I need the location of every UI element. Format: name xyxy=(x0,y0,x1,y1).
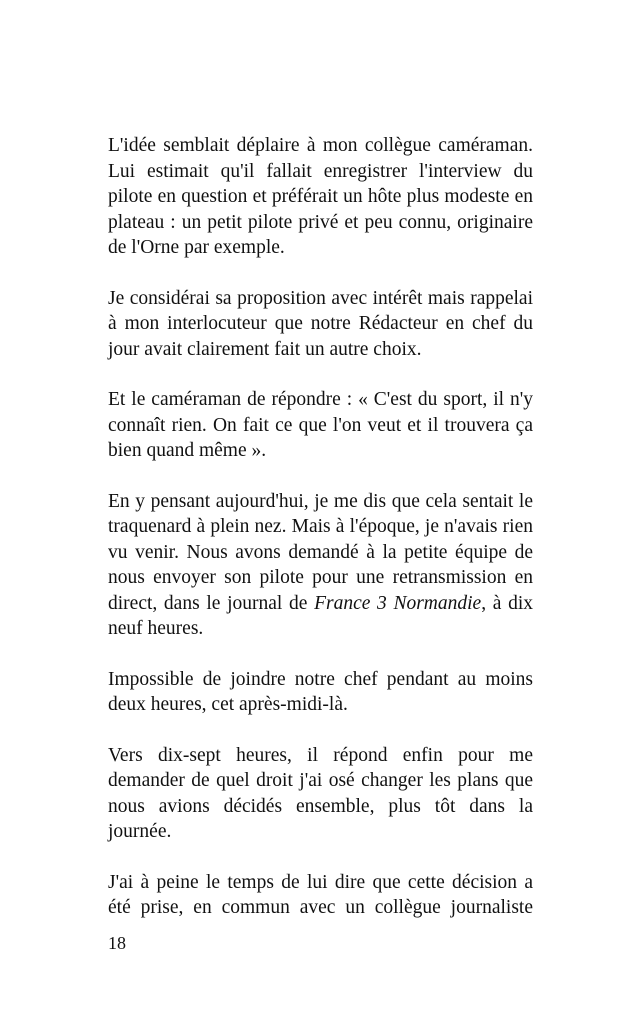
tv-program-title: France 3 Normandie xyxy=(314,592,482,614)
paragraph-4-text-before-title: En y pensant aujourd'hui, je me dis que cela sentait le traquenard à plein nez. Mais à l'époque, je n'avais rien vu venir. Nous avons demandé à la petite équipe de nous envoyer son pilote pour une retransmission en direct, dans le journal de xyxy=(108,490,533,614)
paragraph-6: Vers dix-sept heures, il répond enfin pour me demander de quel droit j'ai osé changer les plans que nous avions décidés ensemble, plus tôt dans la journée. xyxy=(108,744,533,842)
paragraph-1: L'idée semblait déplaire à mon collègue caméraman. Lui estimait qu'il fallait enregistrer l'interview du pilote en question et préférait un hôte plus modeste en plateau : un petit pilote privé et peu connu, originaire de l'Orne par exemple. xyxy=(108,135,533,258)
paragraph-3: Et le caméraman de répondre : « C'est du sport, il n'y connaît rien. On fait ce que l'on veut et il trouvera ça bien quand même ». xyxy=(108,389,533,461)
body-text xyxy=(108,133,533,921)
paragraph-5: Impossible de joindre notre chef pendant au moins deux heures, cet après-midi-là. xyxy=(108,668,533,715)
paragraph-7: J'ai à peine le temps de lui dire que cette décision a été prise, en commun avec un collègue journaliste xyxy=(108,871,533,918)
paragraph-4 xyxy=(108,489,533,642)
paragraph-2: Je considérai sa proposition avec intérêt mais rappelai à mon interlocuteur que notre Rédacteur en chef du jour avait clairement fait un autre choix. xyxy=(108,287,533,360)
page-number: 18 xyxy=(108,933,126,953)
paragraph-4-text-after-title: , à dix neuf heures. xyxy=(108,592,533,639)
